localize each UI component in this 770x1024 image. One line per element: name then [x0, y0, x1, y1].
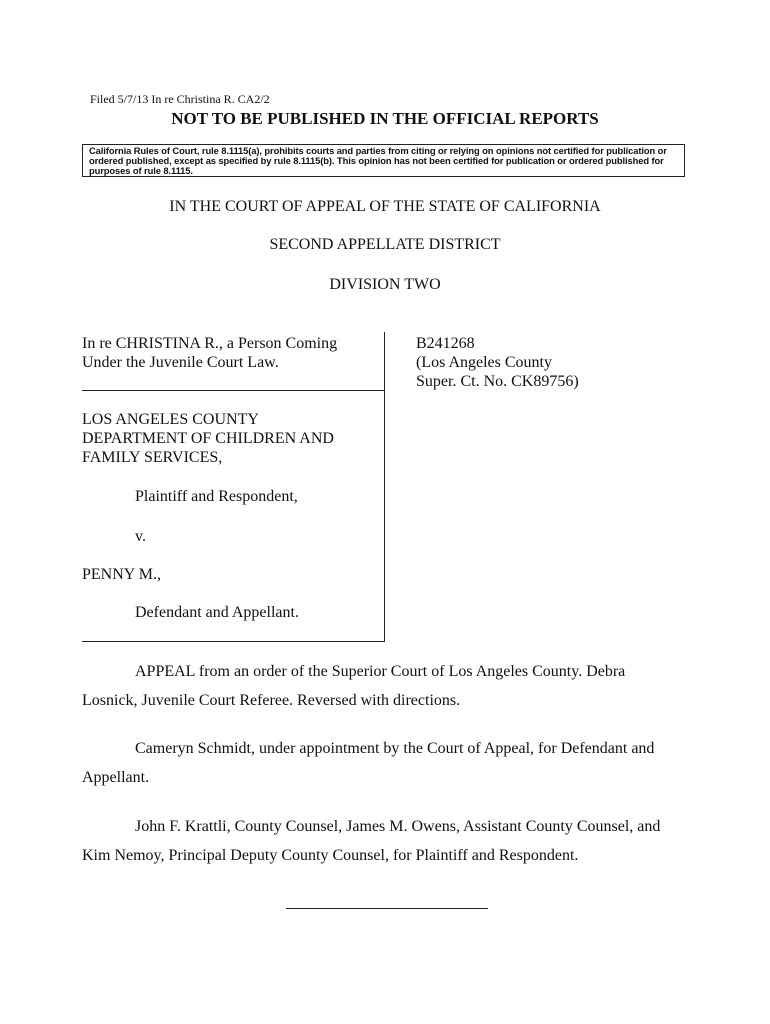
defendant-role: Defendant and Appellant. [135, 604, 299, 621]
respondent-counsel-line: Kim Nemoy, Principal Deputy County Counsel, for Plaintiff and Respondent. [82, 847, 579, 864]
in-re-line: Under the Juvenile Court Law. [82, 354, 279, 371]
caption-in-re [82, 334, 384, 372]
section-rule [286, 908, 488, 909]
versus: v. [135, 528, 146, 545]
filed-line: Filed 5/7/13 In re Christina R. CA2/2 [90, 92, 270, 106]
publication-notice-box: California Rules of Court, rule 8.1115(a), prohibits courts and parties from citing or relying on opinions not certified for publication or ordered published, except as specified by rule 8.1115(b). This opinion has not been certified for publication or ordered published for purposes of rule 8.1115. [82, 144, 685, 177]
plaintiff-party [82, 410, 334, 467]
appellate-district: SECOND APPELLATE DISTRICT [269, 236, 501, 253]
caption-vertical-rule [384, 332, 385, 642]
in-re-line: In re CHRISTINA R., a Person Coming [82, 335, 338, 352]
respondent-counsel-line: John F. Krattli, County Counsel, James M. Owens, Assistant County Counsel, and [135, 818, 661, 835]
court-name: IN THE COURT OF APPEAL OF THE STATE OF CALIFORNIA [169, 198, 601, 215]
case-info [416, 334, 579, 391]
appeal-paragraph-line: Losnick, Juvenile Court Referee. Reversed with directions. [82, 692, 461, 709]
caption-divider [82, 390, 385, 391]
appeal-paragraph-line: APPEAL from an order of the Superior Court of Los Angeles County. Debra [135, 663, 626, 680]
case-number: B241268 [416, 335, 475, 352]
plaintiff-name-line: DEPARTMENT OF CHILDREN AND [82, 430, 334, 447]
appellant-counsel-line: Cameryn Schmidt, under appointment by the Court of Appeal, for Defendant and [135, 740, 655, 757]
appellant-counsel-line: Appellant. [82, 769, 150, 786]
plaintiff-name-line: FAMILY SERVICES, [82, 449, 223, 466]
defendant-party: PENNY M., [82, 566, 161, 583]
publication-status-title: NOT TO BE PUBLISHED IN THE OFFICIAL REPORTS [171, 109, 599, 128]
trial-court-line: (Los Angeles County [416, 354, 552, 371]
caption-bottom-rule [82, 641, 385, 642]
plaintiff-name-line: LOS ANGELES COUNTY [82, 411, 259, 428]
trial-court-line: Super. Ct. No. CK89756) [416, 373, 579, 390]
plaintiff-role: Plaintiff and Respondent, [135, 488, 298, 505]
division: DIVISION TWO [329, 276, 441, 293]
